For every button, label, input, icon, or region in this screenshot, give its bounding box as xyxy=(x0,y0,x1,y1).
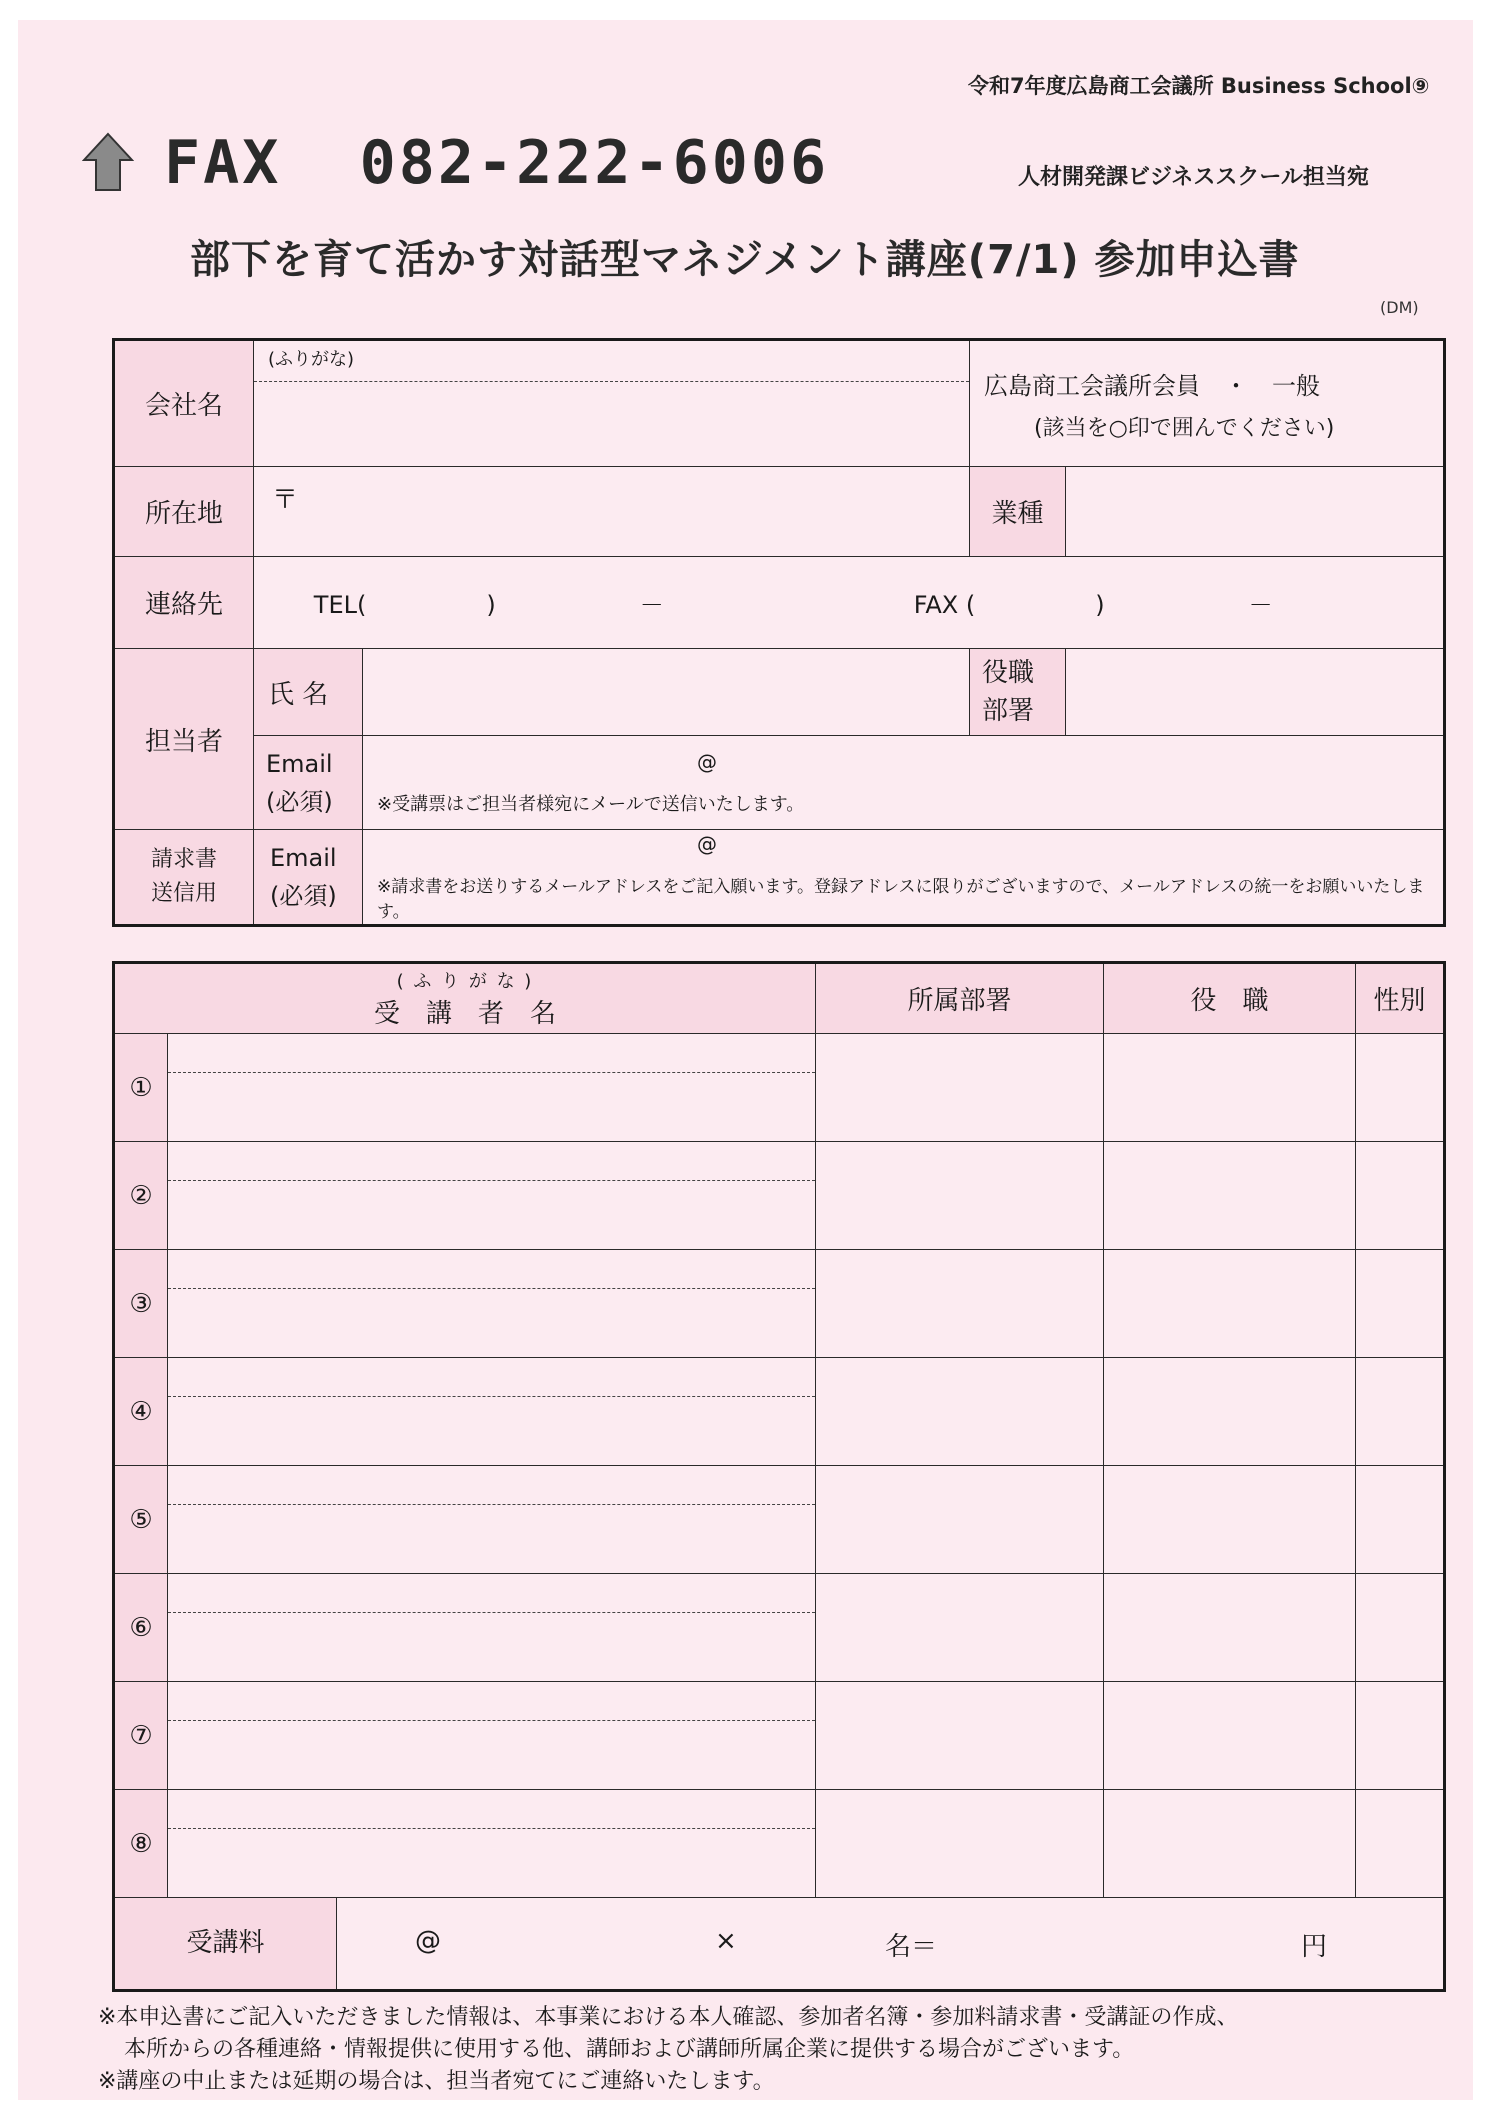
attendee-row xyxy=(114,1034,1445,1142)
invoice-label-line2: 送信用 xyxy=(150,881,217,906)
attendee-row xyxy=(114,1574,1445,1682)
attendee-row xyxy=(114,1790,1445,1898)
fax-number: 082-222-6006 xyxy=(359,128,830,198)
attendee-name-field[interactable] xyxy=(168,1142,816,1250)
fee-cell xyxy=(114,1898,1445,1991)
contact-field[interactable] xyxy=(254,557,1445,649)
position-label xyxy=(970,649,1066,736)
attendee-name-input[interactable] xyxy=(168,1828,815,1897)
attendee-name-field[interactable] xyxy=(168,1574,816,1682)
company-furigana-label: (ふりがな) xyxy=(268,349,355,370)
attendee-row xyxy=(114,1142,1445,1250)
attendee-name-header xyxy=(114,963,816,1034)
attendee-position-field[interactable] xyxy=(1104,1790,1356,1898)
attendee-furigana-input[interactable] xyxy=(168,1034,815,1072)
attendee-position-field[interactable] xyxy=(1104,1142,1356,1250)
attendees-table xyxy=(112,961,1446,1992)
fee-label: 受講料 xyxy=(115,1898,337,1989)
email-field[interactable] xyxy=(363,736,1445,830)
email-required-text: (必須) xyxy=(266,787,333,816)
position-label-line2: 部署 xyxy=(982,696,1035,726)
attendee-name-field[interactable] xyxy=(168,1790,816,1898)
invoice-email-label xyxy=(254,830,363,926)
person-in-charge-label: 担当者 xyxy=(114,649,254,830)
attendee-name-input[interactable] xyxy=(168,1180,815,1249)
fax-label: FAX xyxy=(164,128,282,198)
attendee-gender-field[interactable] xyxy=(1356,1250,1445,1358)
attendee-position-field[interactable] xyxy=(1104,1466,1356,1574)
attendee-row xyxy=(114,1358,1445,1466)
attendee-number: ③ xyxy=(114,1250,168,1358)
attendee-number: ⑦ xyxy=(114,1682,168,1790)
attendee-furigana-input[interactable] xyxy=(168,1466,815,1504)
fee-persons-equals: 名＝ xyxy=(885,1932,938,1962)
attendee-department-field[interactable] xyxy=(816,1250,1104,1358)
invoice-email-field[interactable] xyxy=(363,830,1445,926)
attendee-row xyxy=(114,1466,1445,1574)
invoice-label xyxy=(114,830,254,926)
document-code: (DM) xyxy=(1380,298,1419,317)
attendee-furigana-header: ( ふ り が な ) xyxy=(396,971,534,992)
privacy-note-line2: 本所からの各種連絡・情報提供に使用する他、講師および講師所属企業に提供する場合がございます。 xyxy=(124,2037,1135,2062)
membership-cell[interactable] xyxy=(970,340,1445,467)
attendee-number: ⑤ xyxy=(114,1466,168,1574)
attendee-position-field[interactable] xyxy=(1104,1034,1356,1142)
company-name-field[interactable] xyxy=(254,340,970,467)
attendee-gender-field[interactable] xyxy=(1356,1358,1445,1466)
address-field[interactable] xyxy=(254,467,970,557)
attendee-position-field[interactable] xyxy=(1104,1358,1356,1466)
attendee-furigana-input[interactable] xyxy=(168,1142,815,1180)
attendee-gender-field[interactable] xyxy=(1356,1142,1445,1250)
attendee-name-field[interactable] xyxy=(168,1358,816,1466)
company-name-input[interactable] xyxy=(254,381,969,462)
attendee-row xyxy=(114,1250,1445,1358)
attendee-name-input[interactable] xyxy=(168,1720,815,1789)
up-arrow-icon xyxy=(82,132,134,192)
attendee-name-input[interactable] xyxy=(168,1288,815,1357)
postal-mark: 〒 xyxy=(272,485,299,515)
email-note: ※受講票はご担当者様宛にメールで送信いたします。 xyxy=(377,793,805,815)
gender-header: 性別 xyxy=(1356,963,1445,1034)
email-at-mark: @ xyxy=(697,749,717,774)
attendee-number: ① xyxy=(114,1034,168,1142)
attendee-row xyxy=(114,1682,1445,1790)
attendee-name-input[interactable] xyxy=(168,1612,815,1681)
position-field[interactable] xyxy=(1066,649,1445,736)
fax-number-heading xyxy=(164,128,829,198)
company-name-label: 会社名 xyxy=(114,340,254,467)
series-label: 令和7年度広島商工会議所 Business School⑨ xyxy=(968,74,1430,98)
attendee-furigana-input[interactable] xyxy=(168,1250,815,1288)
department-header: 所属部署 xyxy=(816,963,1104,1034)
fee-unit-at: @ xyxy=(415,1926,441,1956)
fee-row xyxy=(114,1898,1445,1991)
company-info-table xyxy=(112,338,1446,927)
name-label: 氏 名 xyxy=(254,649,363,736)
attendee-gender-field[interactable] xyxy=(1356,1574,1445,1682)
membership-note: (該当を○印で囲んでください) xyxy=(1034,415,1335,441)
cancellation-note: ※講座の中止または延期の場合は、担当者宛てにご連絡いたします。 xyxy=(98,2069,775,2094)
fax-field[interactable]: FAX ( ) － xyxy=(913,591,1273,619)
attendee-furigana-input[interactable] xyxy=(168,1790,815,1828)
invoice-email-label-text: Email xyxy=(270,844,337,872)
attendee-furigana-input[interactable] xyxy=(168,1358,815,1396)
invoice-email-at-mark: @ xyxy=(697,832,717,856)
attendee-position-field[interactable] xyxy=(1104,1682,1356,1790)
fee-calculation-field[interactable] xyxy=(337,1898,1443,1989)
attendee-furigana-input[interactable] xyxy=(168,1574,815,1612)
attendees-header-row xyxy=(114,963,1445,1034)
email-label-text: Email xyxy=(266,749,333,778)
invoice-email-required-text: (必須) xyxy=(270,882,337,910)
recipient-label: 人材開発課ビジネススクール担当宛 xyxy=(1018,165,1369,190)
attendee-department-field[interactable] xyxy=(816,1466,1104,1574)
attendee-name-field[interactable] xyxy=(168,1034,816,1142)
attendee-number: ② xyxy=(114,1142,168,1250)
attendee-number: ⑥ xyxy=(114,1574,168,1682)
invoice-label-line1: 請求書 xyxy=(150,847,217,872)
contact-label: 連絡先 xyxy=(114,557,254,649)
address-label: 所在地 xyxy=(114,467,254,557)
attendee-gender-field[interactable] xyxy=(1356,1034,1445,1142)
attendee-number: ⑧ xyxy=(114,1790,168,1898)
attendee-name-input[interactable] xyxy=(168,1504,815,1573)
page-title: 部下を育て活かす対話型マネジメント講座(7/1) 参加申込書 xyxy=(190,237,1300,283)
attendee-department-field[interactable] xyxy=(816,1142,1104,1250)
attendee-number: ④ xyxy=(114,1358,168,1466)
attendee-name-field[interactable] xyxy=(168,1466,816,1574)
attendee-department-field[interactable] xyxy=(816,1358,1104,1466)
attendee-department-field[interactable] xyxy=(816,1790,1104,1898)
attendee-gender-field[interactable] xyxy=(1356,1466,1445,1574)
attendee-name-field[interactable] xyxy=(168,1682,816,1790)
attendee-name-input[interactable] xyxy=(168,1396,815,1465)
attendee-department-field[interactable] xyxy=(816,1034,1104,1142)
attendee-gender-field[interactable] xyxy=(1356,1682,1445,1790)
attendee-department-field[interactable] xyxy=(816,1574,1104,1682)
attendee-name-input[interactable] xyxy=(168,1072,815,1141)
attendee-gender-field[interactable] xyxy=(1356,1790,1445,1898)
tel-field[interactable]: TEL( ) － xyxy=(313,591,664,619)
position-label-line1: 役職 xyxy=(982,658,1035,688)
position-header: 役 職 xyxy=(1104,963,1356,1034)
person-name-field[interactable] xyxy=(363,649,970,736)
industry-label: 業種 xyxy=(970,467,1066,557)
attendee-name-header-text: 受 講 者 名 xyxy=(374,999,557,1029)
attendee-name-field[interactable] xyxy=(168,1250,816,1358)
industry-field[interactable] xyxy=(1066,467,1445,557)
attendee-position-field[interactable] xyxy=(1104,1250,1356,1358)
attendee-furigana-input[interactable] xyxy=(168,1682,815,1720)
email-label xyxy=(254,736,363,830)
fee-yen: 円 xyxy=(1301,1932,1328,1962)
attendee-position-field[interactable] xyxy=(1104,1574,1356,1682)
privacy-note-line1: ※本申込書にご記入いただきました情報は、本事業における本人確認、参加者名簿・参加料請求書・受講証の作成、 xyxy=(98,2005,1239,2030)
invoice-email-note: ※請求書をお送りするメールアドレスをご記入願います。登録アドレスに限りがございますので、メールアドレスの統一をお願いいたします。 xyxy=(377,877,1425,922)
membership-options[interactable]: 広島商工会議所会員 ・ 一般 xyxy=(984,371,1321,400)
attendee-department-field[interactable] xyxy=(816,1682,1104,1790)
fee-times: × xyxy=(715,1926,737,1956)
